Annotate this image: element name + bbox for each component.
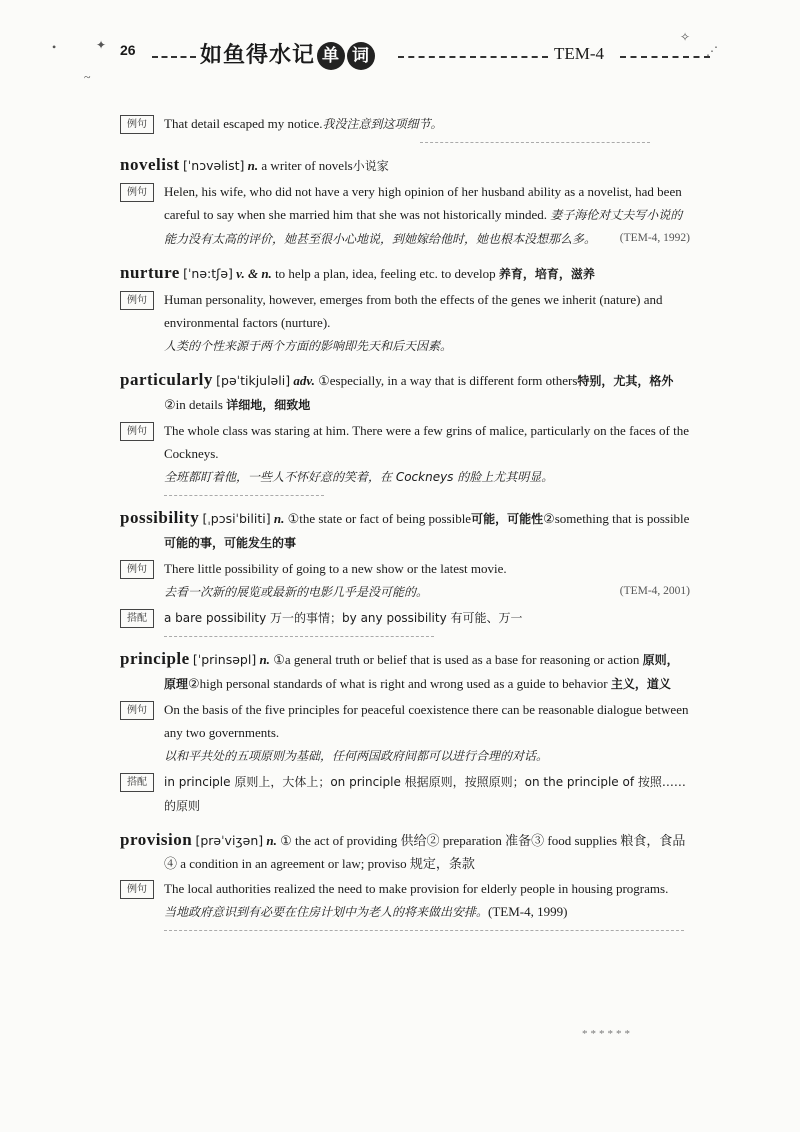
- exam-source: (TEM-4, 1999): [488, 904, 568, 919]
- headword: principle: [120, 649, 190, 668]
- part-of-speech: adv.: [293, 373, 315, 388]
- header-dash: [152, 56, 196, 58]
- definition-2: ②in details: [164, 397, 223, 412]
- headword: provision: [120, 830, 193, 849]
- dashed-separator: [420, 142, 650, 143]
- headword: nurture: [120, 263, 180, 282]
- definition: ①especially, in a way that is different form others: [318, 373, 578, 388]
- example-zh: 以和平共处的五项原则为基础，任何两国政府间都可以进行合理的对话。: [164, 749, 549, 763]
- phonetic: [prəˈviʒən]: [195, 833, 264, 848]
- speck-mark: •: [52, 40, 57, 54]
- dashed-separator: [164, 930, 684, 931]
- example-zh: 去看一次新的展览或最新的电影几乎是没可能的。: [164, 585, 429, 599]
- example-en: The whole class was staring at him. There were a few grins of malice, particularly on the faces of the Cockneys.: [164, 423, 689, 461]
- entry-principle: [120, 647, 690, 696]
- example-tag: 例句: [120, 422, 154, 441]
- example-en: On the basis of the five principles for peaceful coexistence there can be reasonable dialogue between any two governments.: [164, 702, 689, 740]
- part-of-speech: v. & n.: [236, 266, 272, 281]
- book-title-text: 如鱼得水记: [200, 43, 316, 68]
- entry-nurture: [120, 261, 690, 286]
- circled-char: 单: [317, 42, 345, 70]
- example-zh: 我没注意到这项细节。: [322, 117, 443, 131]
- example-block: [120, 419, 690, 489]
- definition-zh: 可能，可能性: [471, 512, 544, 526]
- dashed-separator: [164, 636, 434, 637]
- entry-possibility: [120, 506, 690, 555]
- speck-mark: ✧: [680, 30, 691, 44]
- example-zh: 当地政府意识到有必要在住房计划中为老人的将来做出安排。: [164, 905, 489, 919]
- example-zh: 全班都盯着他，一些人不怀好意的笑着，在 Cockneys 的脸上尤其明显。: [164, 470, 554, 484]
- example-tag: 例句: [120, 291, 154, 310]
- example-block: [120, 112, 690, 136]
- collocation-block: [120, 770, 690, 818]
- collocation-tag: 搭配: [120, 609, 154, 628]
- speck-mark: ~: [84, 70, 91, 84]
- circled-char: 词: [347, 42, 375, 70]
- definition-2-zh: 可能的事，可能发生的事: [164, 536, 297, 550]
- entry-provision: [120, 828, 690, 875]
- phonetic: [ˈnə:tʃə]: [183, 266, 233, 281]
- example-tag: 例句: [120, 560, 154, 579]
- example-block: [120, 698, 690, 768]
- example-en: Human personality, however, emerges from both the effects of the genes we inherit (nature) and environmental factors (nurture).: [164, 292, 663, 330]
- entry-particularly: [120, 368, 690, 417]
- definition-2: ②something that is possible: [543, 511, 690, 526]
- exam-tag: TEM-4: [554, 44, 605, 63]
- part-of-speech: n.: [259, 652, 270, 667]
- example-zh: 人类的个性来源于两个方面的影响即先天和后天因素。: [164, 339, 453, 353]
- collocation-text: a bare possibility 万一的事情；by any possibility 有可能、万一: [164, 611, 523, 625]
- headword: possibility: [120, 508, 200, 527]
- example-tag: 例句: [120, 183, 154, 202]
- definition: ①the state or fact of being possible: [287, 511, 472, 526]
- example-zh: 妻子海伦对丈夫写小说的能力没有太高的评价，她甚至很小心地说，到她嫁给他时，她也根本没想那么多。: [164, 208, 683, 246]
- example-block: [120, 288, 690, 358]
- example-block: [120, 557, 690, 604]
- definition-zh: 特别，尤其，格外: [577, 374, 674, 388]
- definition-zh: 原则，原理: [164, 653, 679, 691]
- page-number: 26: [120, 42, 136, 58]
- phonetic: [ˌpɔsiˈbiliti]: [202, 511, 271, 526]
- example-tag: 例句: [120, 880, 154, 899]
- headword: novelist: [120, 155, 180, 174]
- dictionary-content: [120, 110, 690, 935]
- page-header: [120, 32, 740, 72]
- definition-2-zh: 详细地，细致地: [226, 398, 311, 412]
- phonetic: [ˈnɔvəlist]: [182, 158, 245, 173]
- speck-mark: ⋰: [706, 44, 718, 58]
- entry-novelist: [120, 153, 690, 178]
- phonetic: [ˈprinsəpl]: [192, 652, 257, 667]
- part-of-speech: n.: [266, 833, 277, 848]
- phonetic: [pəˈtikjuləli]: [216, 373, 291, 388]
- example-block: [120, 180, 690, 251]
- part-of-speech: n.: [247, 158, 259, 173]
- definition-2-zh: 主义，道义: [610, 677, 671, 691]
- collocation-text: in principle 原则上，大体上；on principle 根据原则，按照原则；on the principle of 按照……的原则: [164, 775, 686, 813]
- definition-2: ②high personal standards of what is right and wrong used as a guide to behavior: [188, 676, 608, 691]
- headword: particularly: [120, 370, 213, 389]
- example-en: There little possibility of going to a new show or the latest movie.: [164, 561, 507, 576]
- collocation-block: [120, 606, 690, 630]
- example-tag: 例句: [120, 115, 154, 134]
- footer-stars: ******: [582, 1028, 633, 1040]
- book-title: [200, 38, 375, 70]
- header-dash: [398, 56, 548, 58]
- collocation-tag: 搭配: [120, 773, 154, 792]
- definition: to help a plan, idea, feeling etc. to develop: [275, 266, 496, 281]
- speck-mark: ✦: [96, 38, 107, 52]
- definition-zh: 养育，培育，滋养: [498, 267, 595, 281]
- definition: ① the act of providing 供给② preparation 准备③ food supplies 粮食，食品④ a condition in an agreement or law; proviso 规定，条款: [164, 833, 686, 871]
- example-en: That detail escaped my notice.: [164, 116, 323, 131]
- dashed-separator: [164, 495, 324, 496]
- example-en: Helen, his wife, who did not have a very high opinion of her husband ability as a novelist, had been careful to say when she married him that she was not historically minded.: [164, 184, 682, 222]
- exam-source: (TEM-4, 2001): [619, 585, 690, 597]
- definition-zh: 小说家: [352, 159, 389, 173]
- definition: a writer of novels: [261, 158, 353, 173]
- example-block: [120, 877, 690, 924]
- exam-source: (TEM-4, 1992): [619, 232, 690, 244]
- definition: ①a general truth or belief that is used as a base for reasoning or action: [273, 652, 640, 667]
- header-dash: [620, 56, 710, 58]
- example-tag: 例句: [120, 701, 154, 720]
- part-of-speech: n.: [273, 511, 285, 526]
- example-en: The local authorities realized the need to make provision for elderly people in housing programs.: [164, 881, 669, 896]
